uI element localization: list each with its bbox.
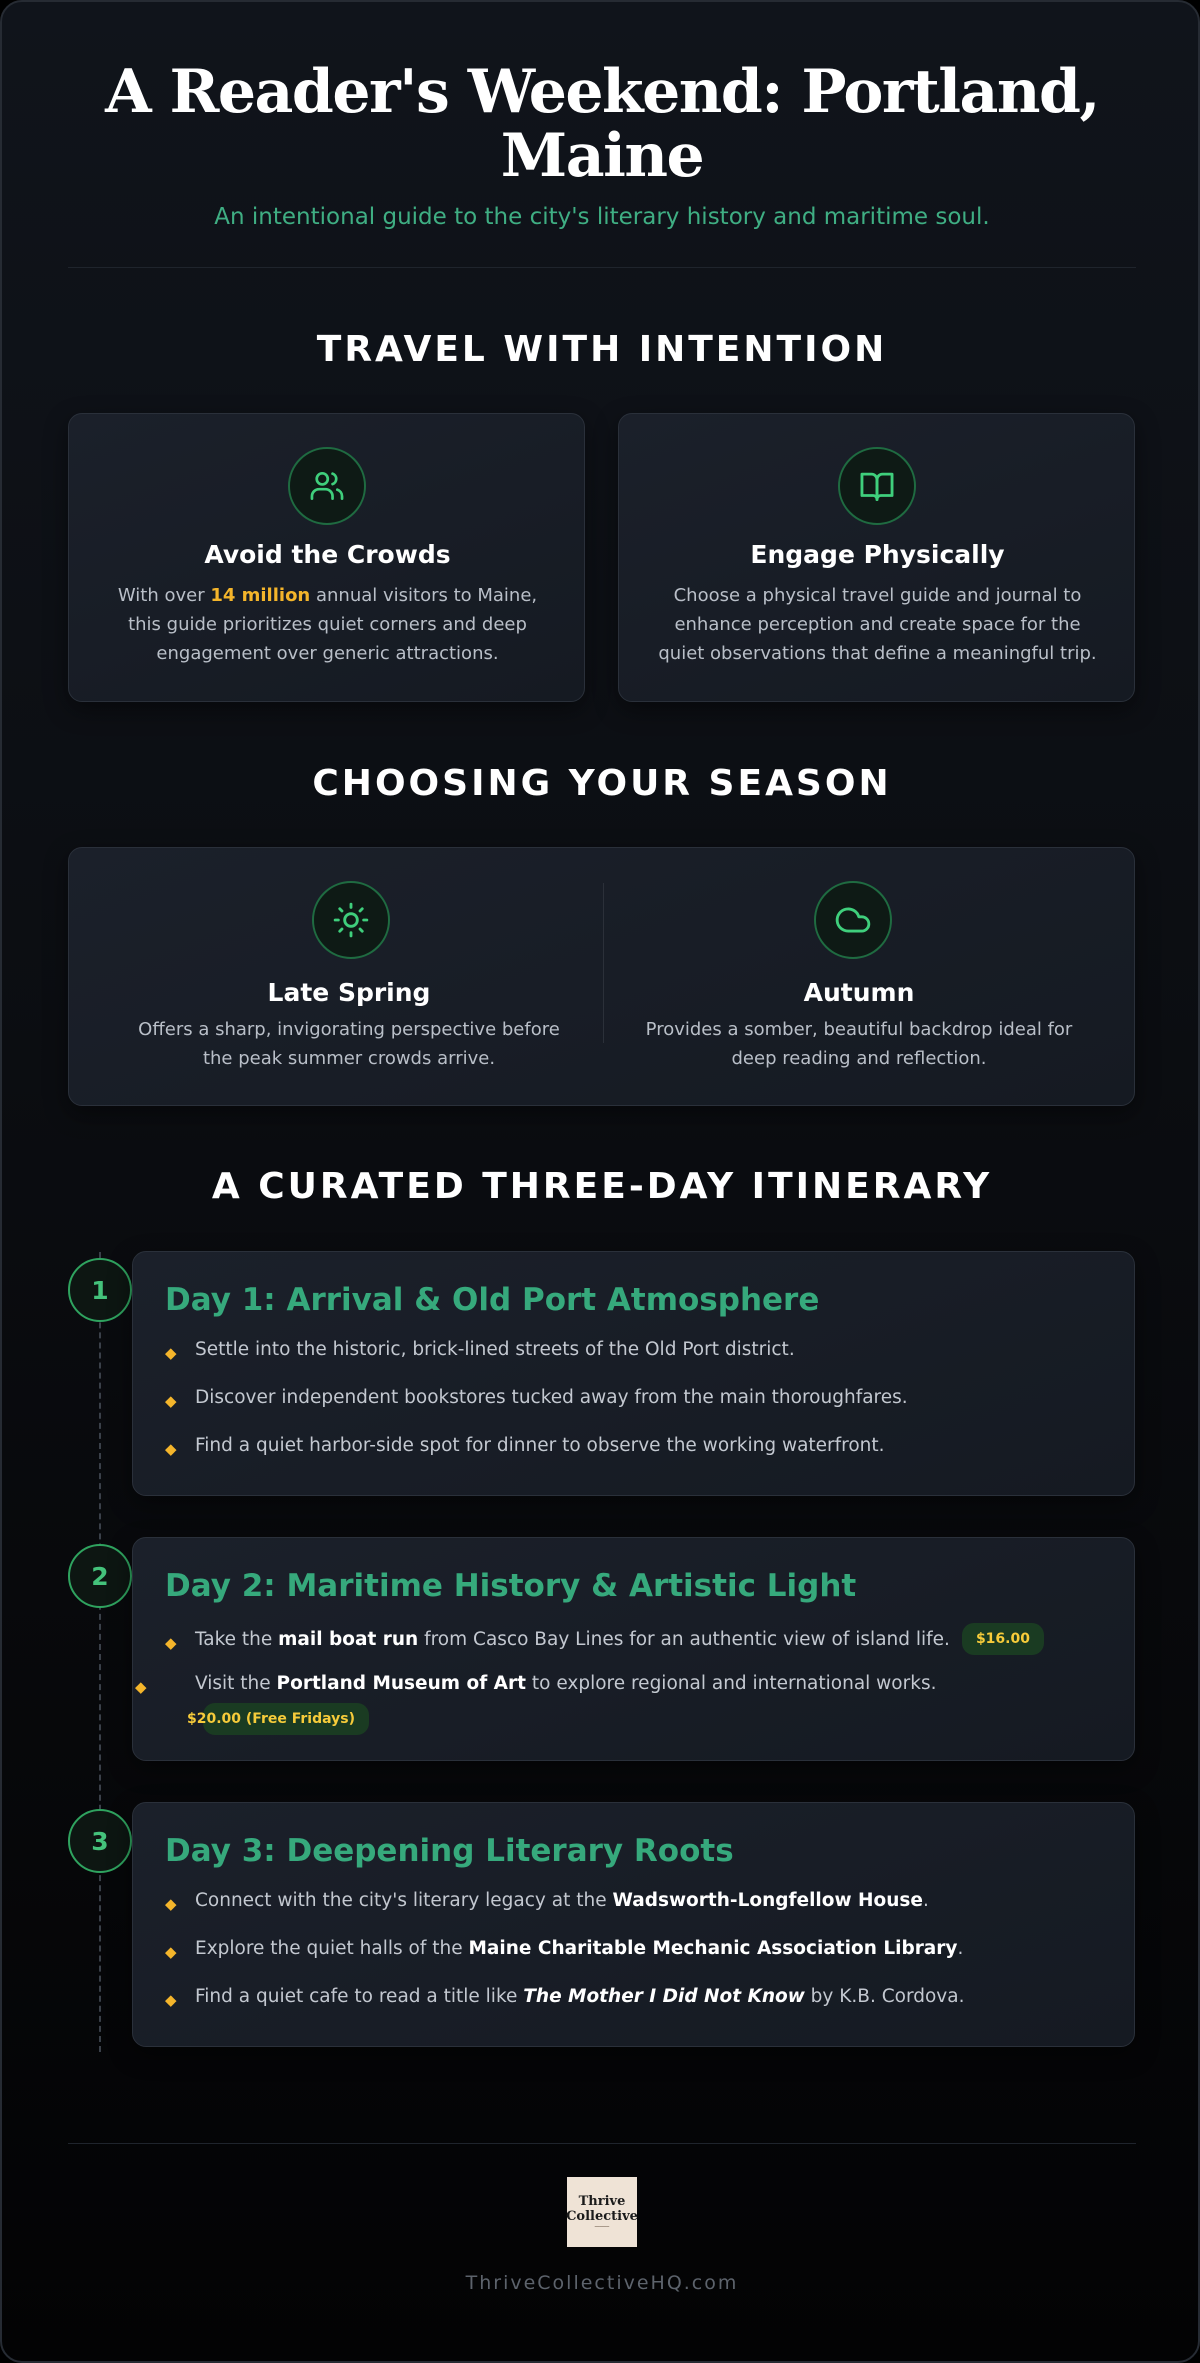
diamond-icon: ◆ <box>165 1895 177 1913</box>
header-divider <box>68 267 1136 268</box>
list-item: ◆ Connect with the city's literary legacy at the Wadsworth-Longfellow House. <box>165 1888 1105 1914</box>
timeline-line <box>99 1252 101 2052</box>
day-card-2 <box>132 1537 1135 1761</box>
price-badge: $16.00 <box>962 1623 1044 1655</box>
day-card-1 <box>132 1251 1135 1496</box>
diamond-icon: ◆ <box>165 1392 177 1410</box>
day-title: Day 1: Arrival & Old Port Atmosphere <box>165 1282 820 1318</box>
day-card-3 <box>132 1802 1135 2047</box>
step-number-1: 1 <box>68 1258 132 1322</box>
footer-url[interactable]: ThriveCollectiveHQ.com <box>465 2272 739 2294</box>
users-icon <box>288 447 366 525</box>
section-title-season: CHOOSING YOUR SEASON <box>312 763 892 804</box>
list-item: ◆ Find a quiet harbor-side spot for dinner to observe the working waterfront. <box>165 1433 1105 1459</box>
book-open-icon <box>838 447 916 525</box>
list-item: ◆ Discover independent bookstores tucked away from the main thoroughfares. <box>165 1385 1105 1411</box>
section-title-intention: TRAVEL WITH INTENTION <box>316 329 888 370</box>
list-item: ◆ Take the mail boat run from Casco Bay Lines for an authentic view of island life. $16.00 <box>165 1623 1105 1655</box>
section-title-itinerary: A CURATED THREE-DAY ITINERARY <box>211 1166 993 1207</box>
card-text: Choose a physical travel guide and journal to enhance perception and create space for the quiet observations that define a meaningful trip. <box>658 585 1097 664</box>
page-subtitle: An intentional guide to the city's literary history and maritime soul. <box>214 204 990 230</box>
list-item: ◆ Visit the Portland Museum of Art to explore regional and international works. $20.00 (Free Fridays) <box>165 1671 1105 1735</box>
card-heading: Avoid the Crowds <box>204 540 451 569</box>
diamond-icon: ◆ <box>165 1943 177 1961</box>
cloud-icon <box>814 881 892 959</box>
season-text-autumn: Provides a somber, beautiful backdrop ideal for deep reading and reflection. <box>645 1019 1073 1069</box>
card-avoid-crowds <box>68 413 585 702</box>
list-item: ◆ Settle into the historic, brick-lined streets of the Old Port district. <box>165 1337 1105 1363</box>
diamond-icon: ◆ <box>165 1440 177 1458</box>
card-text: With over 14 million annual visitors to Maine, this guide prioritizes quiet corners and deep engagement over generic attractions. <box>117 585 538 664</box>
brand-logo: Thrive Collective ━━━━━━ <box>567 2177 637 2247</box>
sun-icon <box>312 881 390 959</box>
diamond-icon: ◆ <box>135 1678 147 1696</box>
card-engage-physically <box>618 413 1135 702</box>
step-number-2: 2 <box>68 1544 132 1608</box>
diamond-icon: ◆ <box>165 1344 177 1362</box>
page-title: A Reader's Weekend: Portland, Maine <box>105 57 1099 191</box>
price-badge: $20.00 (Free Fridays) <box>203 1703 369 1735</box>
season-text-late-spring: Offers a sharp, invigorating perspective before the peak summer crowds arrive. <box>138 1019 560 1069</box>
day-title: Day 2: Maritime History & Artistic Light <box>165 1568 857 1604</box>
diamond-icon: ◆ <box>165 1634 177 1652</box>
list-item: ◆ Find a quiet cafe to read a title like The Mother I Did Not Know by K.B. Cordova. <box>165 1984 1105 2010</box>
visitor-count-highlight: 14 million <box>210 585 311 606</box>
season-heading-late-spring: Late Spring <box>267 978 431 1007</box>
season-card <box>68 847 1135 1106</box>
season-divider <box>603 883 604 1043</box>
step-number-3: 3 <box>68 1809 132 1873</box>
list-item: ◆ Explore the quiet halls of the Maine Charitable Mechanic Association Library. <box>165 1936 1105 1962</box>
footer-divider <box>68 2143 1136 2144</box>
day-title: Day 3: Deepening Literary Roots <box>165 1833 734 1869</box>
card-heading: Engage Physically <box>750 540 1005 569</box>
season-heading-autumn: Autumn <box>803 978 915 1007</box>
diamond-icon: ◆ <box>165 1991 177 2009</box>
